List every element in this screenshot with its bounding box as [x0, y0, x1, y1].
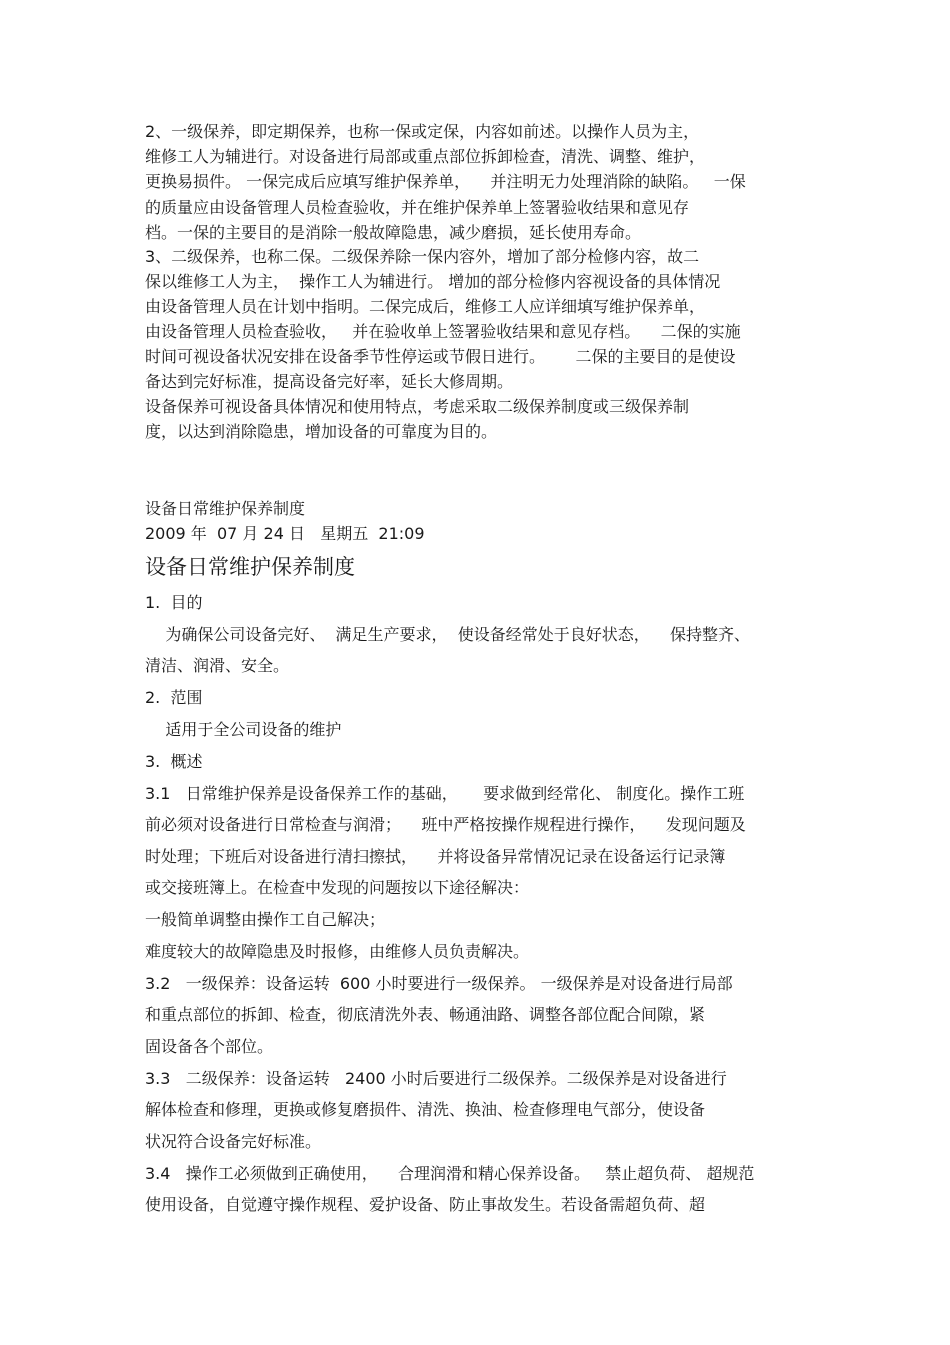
text-line: 时处理；下班后对设备进行清扫擦拭， 并将设备异常情况记录在设备运行记录簿 [145, 847, 726, 866]
text-line: 3.3 二级保养：设备运转 2400 小时后要进行二级保养。二级保养是对设备进行 [145, 1069, 727, 1088]
text-line: 前必须对设备进行日常检查与润滑； 班中严格按操作规程进行操作， 发现问题及 [145, 815, 746, 834]
section-heading: 3. 概述 [145, 752, 203, 771]
text-line: 由设备管理人员在计划中指明。二保完成后，维修工人应详细填写维护保养单， [145, 297, 706, 316]
text-line: 时间可视设备状况安排在设备季节性停运或节假日进行。 二保的主要目的是使设 [145, 347, 736, 366]
text-line: 使用设备，自觉遵守操作规程、爱护设备、防止事故发生。若设备需超负荷、超 [145, 1195, 706, 1214]
text-line: 固设备各个部位。 [145, 1037, 274, 1056]
text-line: 3.4 操作工必须做到正确使用， 合理润滑和精心保养设备。 禁止超负荷、 超规范 [145, 1164, 755, 1183]
text-line: 更换易损件。 一保完成后应填写维护保养单， 并注明无力处理消除的缺陷。 一保 [145, 172, 746, 191]
text-line: 状况符合设备完好标准。 [145, 1132, 322, 1151]
text-line: 由设备管理人员检查验收， 并在验收单上签署验收结果和意见存档。 二保的实施 [145, 322, 741, 341]
text-line: 适用于全公司设备的维护 [145, 720, 342, 739]
text-line: 设备保养可视设备具体情况和使用特点，考虑采取二级保养制度或三级保养制 [145, 397, 690, 416]
text-line: 或交接班簿上。在检查中发现的问题按以下途径解决： [145, 878, 530, 897]
text-line: 3、二级保养，也称二保。二级保养除一保内容外，增加了部分检修内容，故二 [145, 247, 700, 266]
text-line: 一般简单调整由操作工自己解决； [145, 910, 386, 929]
text-line: 难度较大的故障隐患及时报修，由维修人员负责解决。 [145, 942, 530, 961]
text-line: 保以维修工人为主， 操作工人为辅进行。 增加的部分检修内容视设备的具体情况 [145, 272, 721, 291]
document-title: 设备日常维护保养制度 [145, 555, 355, 579]
section-heading: 1. 目的 [145, 593, 203, 612]
post-title: 设备日常维护保养制度 [145, 499, 306, 518]
text-line: 和重点部位的拆卸、检查，彻底清洗外表、畅通油路、调整各部位配合间隙，紧 [145, 1005, 706, 1024]
post-date: 2009 年 07 月 24 日 星期五 21:09 [145, 524, 425, 543]
text-line: 3.1 日常维护保养是设备保养工作的基础， 要求做到经常化、 制度化。操作工班 [145, 784, 745, 803]
text-line: 的质量应由设备管理人员检查验收，并在维护保养单上签署验收结果和意见存 [145, 198, 690, 217]
text-line: 2、一级保养，即定期保养，也称一保或定保，内容如前述。以操作人员为主， [145, 122, 700, 141]
text-line: 度，以达到消除隐患，增加设备的可靠度为目的。 [145, 422, 498, 441]
text-line: 档。一保的主要目的是消除一般故障隐患，减少磨损，延长使用寿命。 [145, 223, 642, 242]
text-line: 3.2 一级保养：设备运转 600 小时要进行一级保养。 一级保养是对设备进行局部 [145, 974, 733, 993]
text-line: 维修工人为辅进行。对设备进行局部或重点部位拆卸检查，清洗、调整、维护， [145, 147, 706, 166]
text-line: 清洁、润滑、安全。 [145, 656, 290, 675]
text-line: 为确保公司设备完好、 满足生产要求， 使设备经常处于良好状态， 保持整齐、 [145, 625, 751, 644]
text-line: 备达到完好标准，提高设备完好率，延长大修周期。 [145, 372, 514, 391]
text-line: 解体检查和修理，更换或修复磨损件、清洗、换油、检查修理电气部分，使设备 [145, 1100, 706, 1119]
section-heading: 2. 范围 [145, 688, 203, 707]
